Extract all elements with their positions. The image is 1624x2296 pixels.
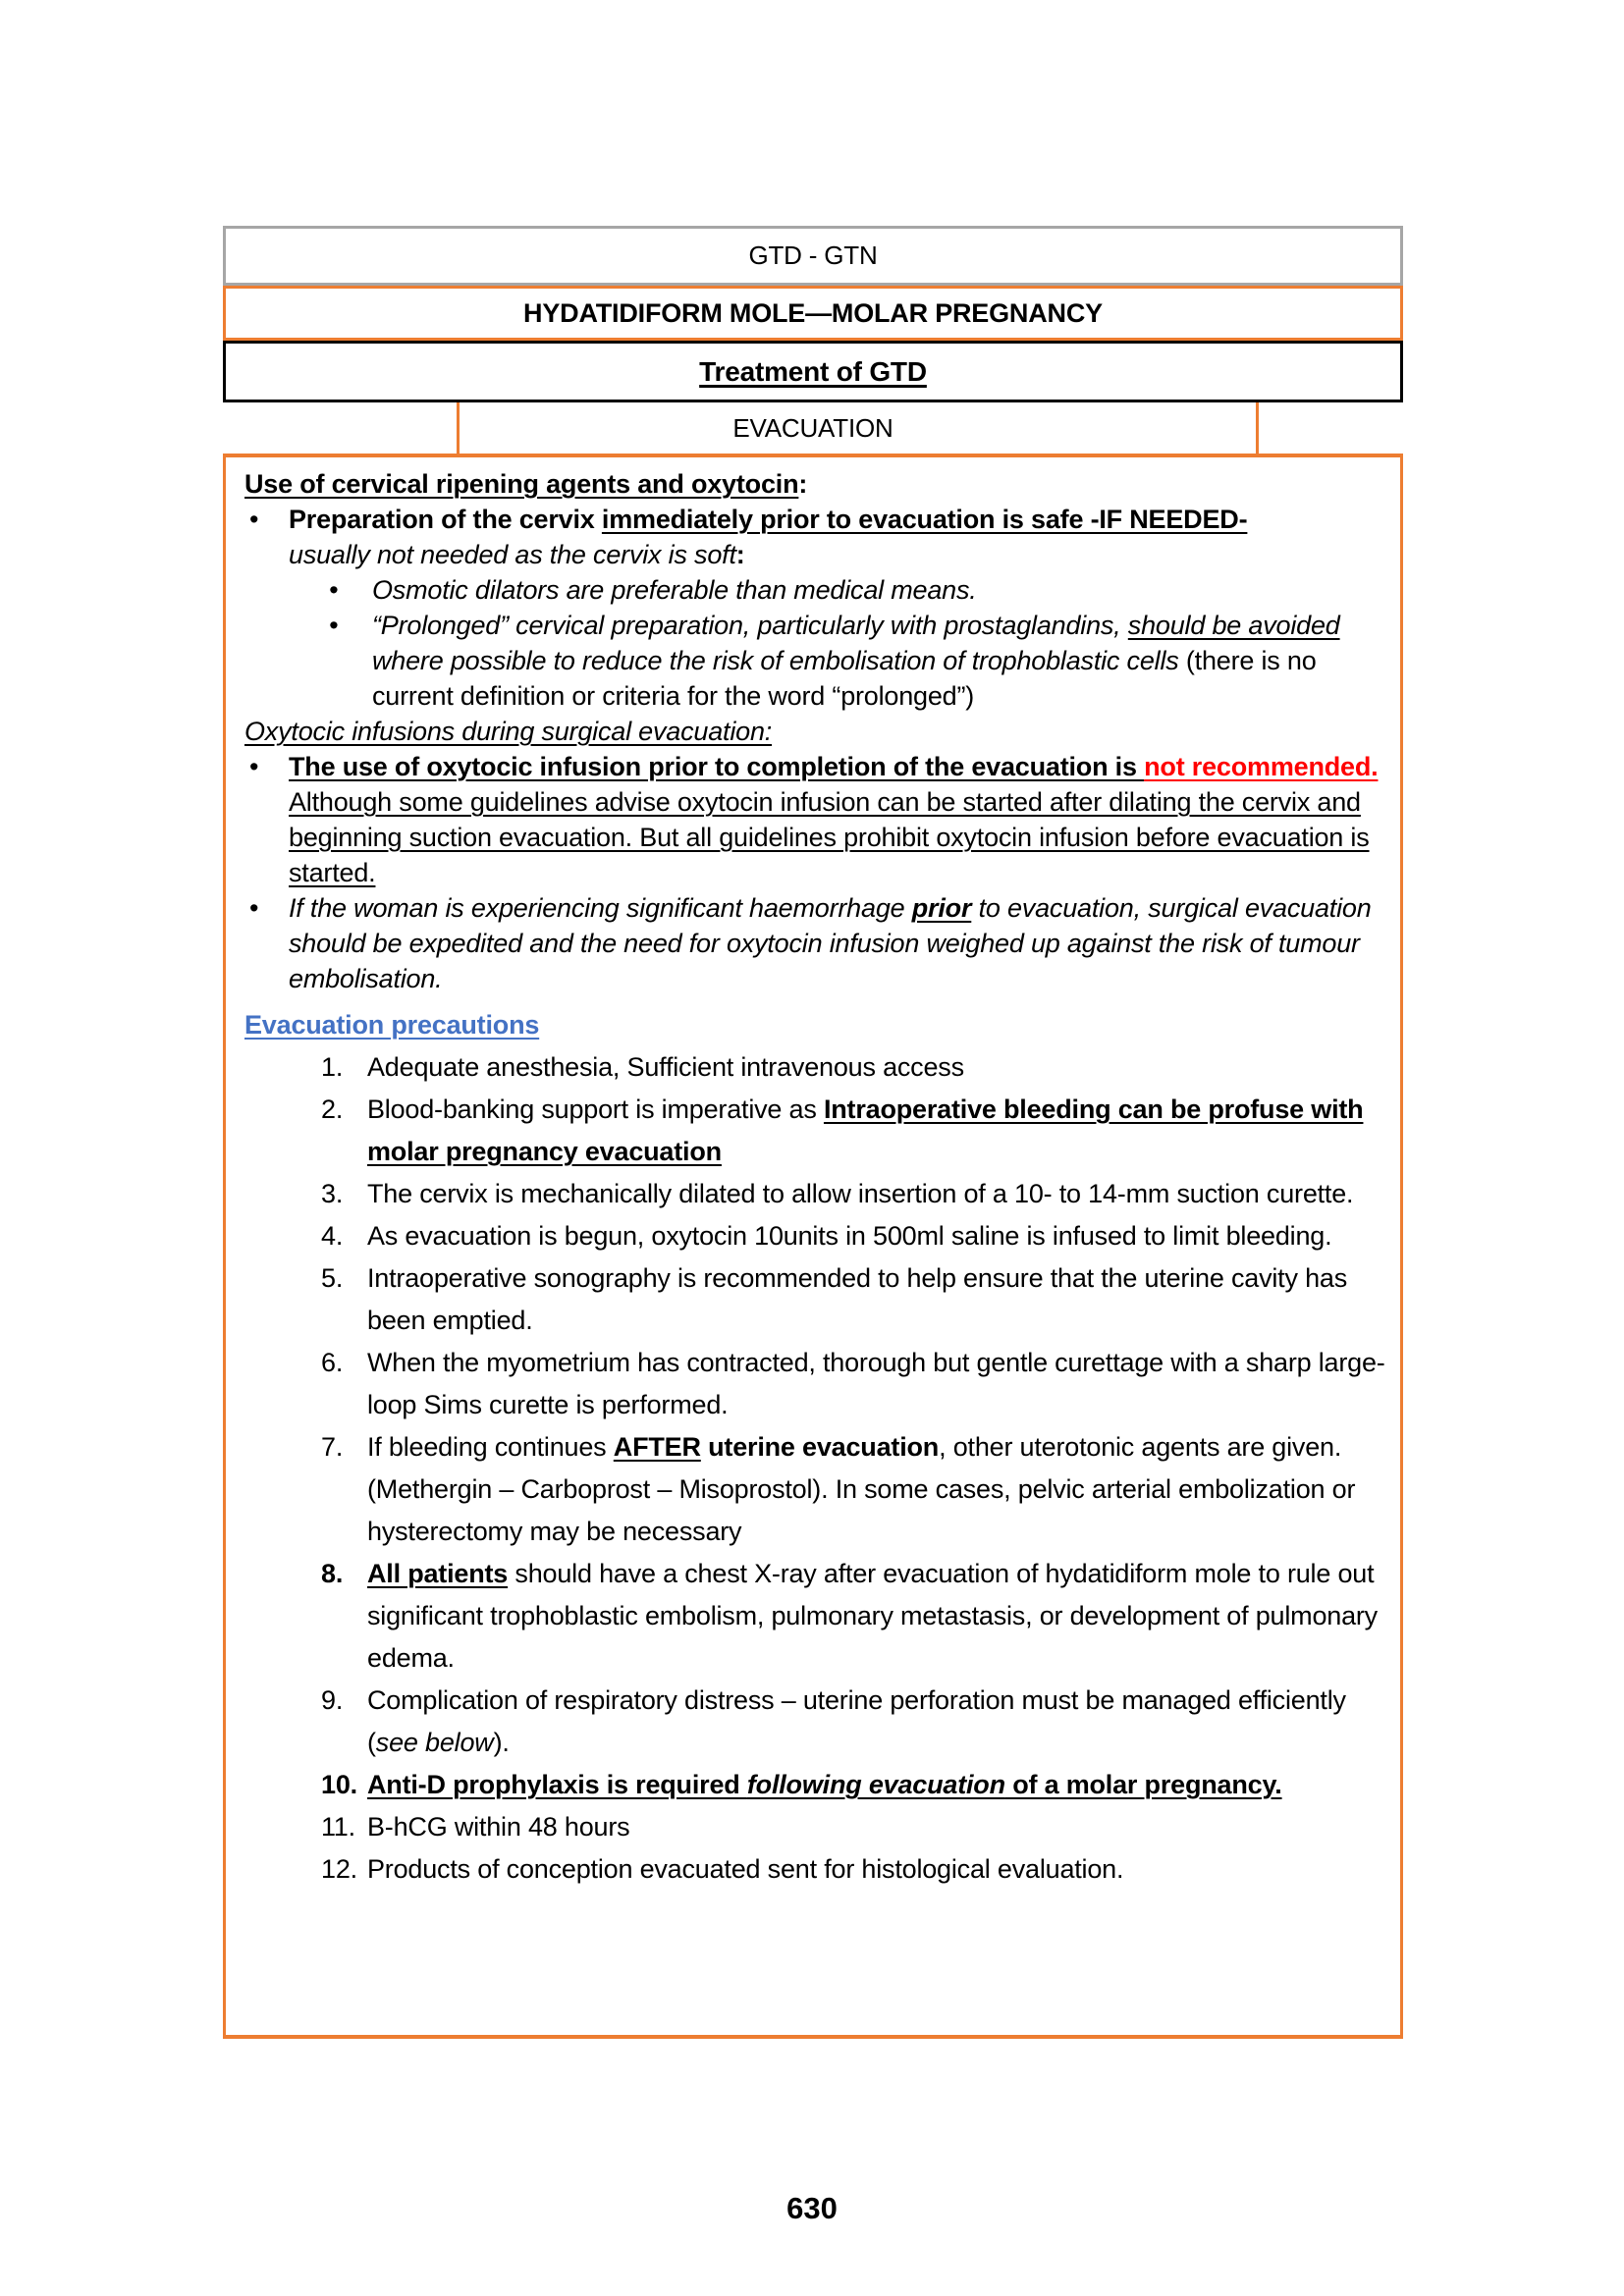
list-item: [226, 1046, 1388, 1089]
list-number: 10.: [321, 1770, 357, 1799]
list-item: [226, 1089, 1388, 1173]
list-number: 5.: [321, 1263, 344, 1293]
divider-line-left: [457, 402, 460, 454]
list-number: 11.: [321, 1812, 355, 1842]
list-number: 6.: [321, 1348, 344, 1377]
text-segment: [701, 1432, 708, 1462]
text-segment: When the myometrium has contracted, thorough but gentle curettage with a sharp large-loop Sims curette is performed.: [367, 1348, 1385, 1419]
text-block: [226, 608, 1388, 714]
text-segment: AFTER: [613, 1432, 701, 1462]
text-segment: , other uterotonic agents are given. (Methergin – Carboprost – Misoprostol). In some cases, pelvic arterial embolization or hysterectomy may be necessary: [367, 1432, 1356, 1546]
text-segment: B-hCG within 48 hours: [367, 1812, 630, 1842]
list-item: [226, 1848, 1388, 1891]
text-segment: Intraoperative sonography is recommended to help ensure that the uterine cavity has been emptied.: [367, 1263, 1347, 1335]
text-segment: If bleeding continues: [367, 1432, 614, 1462]
content-blocks: [226, 457, 1400, 1891]
text-segment: prior: [911, 893, 972, 923]
text-segment: not recommended.: [1144, 752, 1379, 781]
text-segment: of a molar pregnancy.: [1004, 1770, 1282, 1799]
text-segment: “Prolonged” cervical preparation, particularly with prostaglandins,: [372, 611, 1128, 640]
list-number: 7.: [321, 1432, 344, 1462]
text-segment: following evacuation: [746, 1770, 1005, 1799]
list-item: [226, 1680, 1388, 1764]
text-segment: Osmotic dilators are preferable than medical means.: [372, 575, 977, 605]
list-item: [226, 1342, 1388, 1426]
text-block: [226, 1004, 1388, 1046]
list-number: 3.: [321, 1179, 344, 1208]
text-segment: Preparation of the cervix: [289, 505, 602, 534]
text-segment: All patients: [367, 1559, 509, 1588]
header-box-section: [223, 341, 1403, 402]
text-segment: ).: [493, 1728, 510, 1757]
text-block: [226, 502, 1388, 572]
section-title: Treatment of GTD: [699, 355, 927, 387]
text-block: [226, 714, 1388, 749]
list-item: [226, 1215, 1388, 1257]
text-segment: As evacuation is begun, oxytocin 10units in 500ml saline is infused to limit bleeding.: [367, 1221, 1332, 1251]
header-box-topic: [223, 286, 1403, 341]
text-block: [226, 572, 1388, 608]
text-block: [226, 890, 1388, 996]
text-segment: trophoblastic cells: [971, 646, 1179, 675]
text-segment: Anti-D prophylaxis is required: [367, 1770, 747, 1799]
divider-line-right: [1256, 402, 1259, 454]
text-segment: should be avoided: [1127, 611, 1340, 640]
text-segment: Evacuation precautions: [244, 1010, 540, 1040]
list-number: 2.: [321, 1095, 344, 1124]
topic-title: HYDATIDIFORM MOLE—MOLAR PREGNANCY: [523, 297, 1103, 328]
text-block: [226, 749, 1388, 890]
list-item: [226, 1257, 1388, 1342]
text-segment: Complication of respiratory distress – uterine perforation must be managed efficiently (: [367, 1685, 1346, 1757]
text-segment: see below: [375, 1728, 494, 1757]
list-number: 4.: [321, 1221, 344, 1251]
list-number: 8.: [321, 1559, 344, 1588]
list-number: 1.: [321, 1052, 344, 1082]
list-item: [226, 1426, 1388, 1553]
text-segment: Blood-banking support is imperative as: [367, 1095, 824, 1124]
text-block: [226, 466, 1388, 502]
text-segment: Oxytocic infusions during surgical evacuation:: [244, 717, 773, 746]
list-item: [226, 1764, 1388, 1806]
text-segment: immediately prior to evacuation is safe -IF NEEDED-: [601, 505, 1248, 534]
text-segment: Products of conception evacuated sent for histological evaluation.: [367, 1854, 1124, 1884]
text-segment: (there is no current definition or criteria for the word “prolonged”): [372, 646, 1317, 711]
text-segment: If the woman is experiencing significant haemorrhage: [289, 893, 912, 923]
text-segment: Although some guidelines advise oxytocin infusion can be started after dilating the cervix and beginning suction evacuation. But all guidelines prohibit oxytocin infusion before evacuation is started.: [289, 787, 1370, 887]
list-item: [226, 1553, 1388, 1680]
list-item: [226, 1173, 1388, 1215]
subsection-row: [223, 402, 1403, 454]
chapter-title: GTD - GTN: [748, 240, 878, 270]
text-segment: :: [798, 469, 808, 499]
text-segment: :: [735, 540, 745, 569]
text-segment: where possible to reduce the risk of embolisation of: [372, 646, 972, 675]
text-segment: should have a chest X-ray after evacuation of hydatidiform mole to rule out significant trophoblastic embolism, pulmonary metastasis, or development of pulmonary edema.: [367, 1559, 1378, 1673]
list-number: 12.: [321, 1854, 357, 1884]
header-stack: [223, 226, 1403, 454]
text-segment: usually not needed as the cervix is soft: [289, 540, 736, 569]
list-number: 9.: [321, 1685, 344, 1715]
content-box: [223, 454, 1403, 2039]
page-number: 630: [786, 2191, 838, 2225]
text-segment: The use of oxytocic infusion prior to completion of the evacuation is: [289, 752, 1145, 781]
text-segment: Intraoperative bleeding can be profuse with molar pregnancy evacuation: [367, 1095, 1364, 1166]
header-box-chapter: [223, 226, 1403, 286]
text-segment: Adequate anesthesia, Sufficient intravenous access: [367, 1052, 964, 1082]
text-segment: Use of cervical ripening agents and oxytocin: [244, 469, 799, 499]
text-segment: uterine evacuation: [708, 1432, 940, 1462]
list-item: [226, 1806, 1388, 1848]
text-segment: to evacuation, surgical evacuation should be expedited and the need for oxytocin infusion weighed up against the risk of tumour embolisation.: [289, 893, 1372, 993]
subsection-title: EVACUATION: [732, 412, 893, 443]
text-segment: The cervix is mechanically dilated to allow insertion of a 10- to 14-mm suction curette.: [367, 1179, 1354, 1208]
